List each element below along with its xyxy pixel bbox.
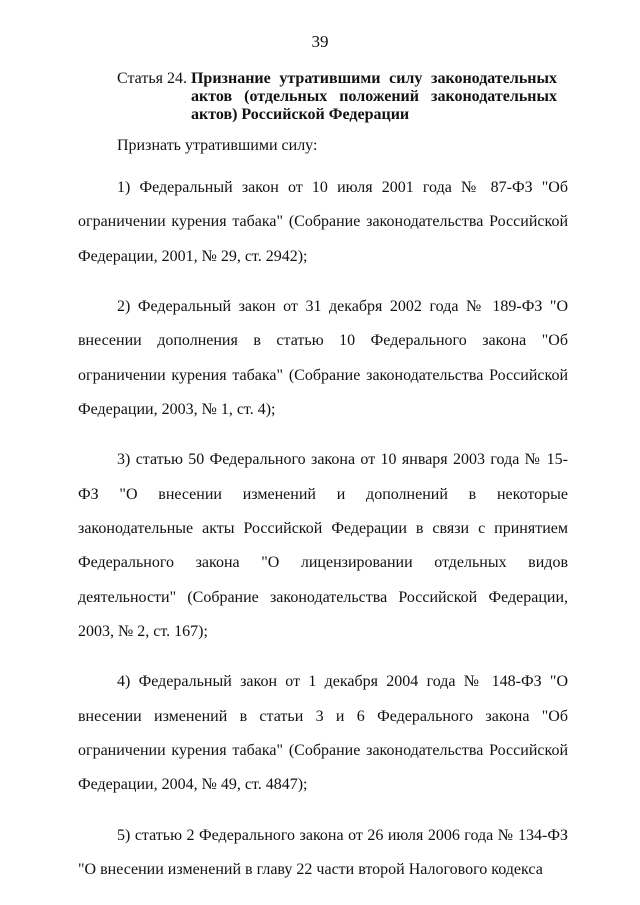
article-title: Признание утратившими силу законодательных актов (отдельных положений законодательных актов) Российской Федерации [190,70,557,123]
repealed-acts-list [78,171,568,904]
page-number: 39 [311,32,329,51]
list-item: 4) Федеральный закон от 1 декабря 2004 года № 148-ФЗ "О внесении изменений в статьи 3 и 6 Федерального закона "Об ограничении курения табака" (Собрание законодательства Российской Федерации, 2004, № 49, ст. 4847); [78,673,568,794]
intro-text: Признать утратившими силу: [117,137,318,154]
list-item: 1) Федеральный закон от 10 июля 2001 года № 87-ФЗ "Об ограничении курения табака" (Собрание законодательства Российской Федерации, 2001, № 29, ст. 2942); [78,179,568,265]
list-item: 3) статью 50 Федерального закона от 10 января 2003 года № 15-ФЗ "О внесении изменений и дополнений в некоторые законодательные акты Российской Федерации в связи с принятием Федерального закона "О лицензировании отдельных видов деятельности" (Собрание законодательства Российской Федерации, 2003, № 2, ст. 167); [78,451,568,640]
list-item: 5) статью 2 Федерального закона от 26 июля 2006 года № 134-ФЗ "О внесении изменений в главу 22 части второй Налогового кодекса [78,826,568,879]
article-label: Статья 24. [117,70,187,87]
article-heading [117,70,557,124]
list-item: 2) Федеральный закон от 31 декабря 2002 года № 189-ФЗ "О внесении дополнения в статью 10 Федерального закона "Об ограничении курения табака" (Собрание законодательства Российской Федерации, 2003, № 1, ст. 4); [78,298,568,418]
